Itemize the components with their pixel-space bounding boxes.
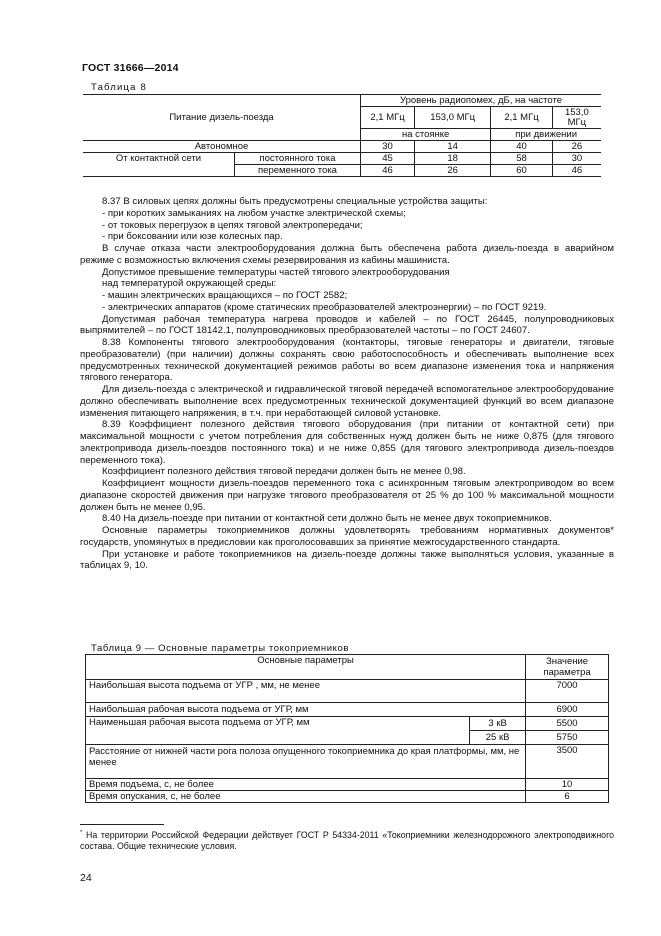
table8 — [83, 94, 601, 177]
table8-freq-4: 153,0 МГц — [552, 107, 601, 129]
table8-cell: 58 — [491, 153, 552, 165]
table8-cell: 14 — [415, 141, 491, 153]
table9-row-value: 5500 — [526, 717, 609, 731]
table9-row-param: Наибольшая высота подъема от УГР , мм, не менее — [86, 680, 526, 703]
table9-row-param: Расстояние от нижней части рога полоза опущенного токоприемника до края платформы, мм, не менее — [86, 745, 526, 779]
footnote-mark: * — [80, 830, 83, 836]
paragraph: 8.40 На дизель-поезде при питании от контактной сети должно быть не менее двух токоприемников. — [102, 513, 552, 525]
table8-freq-2: 153,0 МГц — [415, 107, 491, 129]
paragraph: При установке и работе токоприемников на дизель-поезде должны также выполняться условия, указанные в таблицах 9, 10. — [80, 548, 614, 572]
paragraph: - при боксовании или юзе колесных пар. — [102, 231, 283, 243]
document-code: ГОСТ 31666—2014 — [82, 62, 179, 74]
table8-sub-dc-label: постоянного тока — [234, 153, 360, 165]
table8-row-autonomous-label: Автономное — [83, 141, 361, 153]
footnote — [80, 828, 614, 853]
table9-row-param: Наибольшая рабочая высота подъема от УГР, мм — [86, 703, 526, 717]
table9-row-param: Время подъема, с, не более — [86, 779, 526, 791]
table8-cell: 60 — [491, 165, 552, 177]
paragraph: Допустимая рабочая температура нагрева проводов и кабелей – по ГОСТ 26445, полупроводниковых выпрямителей – по ГОСТ 18142.1, полупроводниковых преобразователей частоты – по ГОСТ 24607. — [80, 313, 614, 337]
table9-caption: Таблица 9 — Основные параметры токоприемников — [91, 643, 350, 654]
table8-group-moving: при движении — [491, 129, 601, 141]
footnote-separator — [80, 824, 164, 825]
paragraph: - машин электрических вращающихся – по ГОСТ 2582; — [102, 290, 348, 301]
table8-cell: 18 — [415, 153, 491, 165]
table9-row-param: Наименьшая рабочая высота подъема от УГР, мм — [86, 717, 470, 745]
table9-row-value: 3500 — [526, 745, 609, 779]
table9-row-value: 5750 — [526, 731, 609, 745]
paragraph: над температурой окружающей среды: — [102, 278, 277, 290]
table8-group-standing: на стоянке — [361, 129, 491, 141]
table9-row-voltage: 3 кВ — [470, 717, 526, 731]
body-text — [80, 196, 614, 572]
table8-header-level: Уровень радиопомех, дБ, на частоте — [361, 95, 601, 107]
paragraph: В случае отказа части электрооборудования должна быть обеспечена работа дизель-поезда в аварийном режиме с возможностью включения схемы резервирования из кабины машиниста. — [80, 243, 614, 266]
paragraph: 8.37 В силовых цепях должны быть предусмотрены специальные устройства защиты: — [102, 196, 488, 207]
paragraph: Для дизель-поезда с электрической и гидравлической тяговой передачей вспомогательное электрооборудование должно обеспечивать выполнение всех предусмотренных технической документацией функций во всем диапазоне изменения питающего напряжения, в т.ч. при неработающей силовой установке. — [80, 384, 614, 419]
paragraph: 8.39 Коэффициент полезного действия тягового оборудования (при питании от контактной сети) при максимальной мощности с учетом потребления для собственных нужд должен быть не ниже 0,875 (для тягового электропривода дизель-поездов постоянного тока) и не ниже 0,855 (для тягового электропривода дизель-поездов переменного тока). — [80, 419, 614, 466]
paragraph: - от токовых перегрузок в цепях тяговой электропередачи; — [102, 219, 363, 231]
table8-cell: 46 — [552, 165, 601, 177]
table9-header-value: Значение параметра — [526, 655, 609, 680]
table8-cell: 30 — [361, 141, 415, 153]
table9 — [85, 654, 609, 803]
table9-header-param: Основные параметры — [86, 655, 526, 680]
table8-freq-3: 2,1 МГц — [491, 107, 552, 129]
table8-freq-1: 2,1 МГц — [361, 107, 415, 129]
paragraph: Коэффициент мощности дизель-поездов переменного тока с асинхронным тяговым электроприводом во всем диапазоне скоростей движения при нагрузке тягового преобразователя от 25 % до 100 % максимальной мощности должен быть не менее 0,95. — [80, 478, 614, 513]
table8-cell: 46 — [361, 165, 415, 177]
table8-cell: 30 — [552, 153, 601, 165]
table8-cell: 26 — [415, 165, 491, 177]
table9-row-value: 6900 — [526, 703, 609, 717]
table8-caption: Таблица 8 — [91, 82, 147, 93]
page-number: 24 — [80, 872, 92, 884]
table9-row-value: 10 — [526, 779, 609, 791]
table8-cell: 26 — [552, 141, 601, 153]
footnote-text: На территории Российской Федерации действует ГОСТ Р 54334-2011 «Токоприемники железнодорожного электроподвижного состава. Общие технические условия. — [80, 829, 614, 852]
table9-row-value: 6 — [526, 791, 609, 803]
paragraph: Коэффициент полезного действия тяговой передачи должен быть не менее 0,98. — [102, 466, 466, 478]
paragraph: Допустимое превышение температуры частей тягового электрооборудования — [102, 266, 450, 278]
table9-row-voltage: 25 кВ — [470, 731, 526, 745]
paragraph: Основные параметры токоприемников должны удовлетворять требованиям нормативных документов* государств, упомянутых в предисловии как проголосовавших за принятие межгосударственного стандарта. — [80, 525, 614, 548]
table9-row-param: Время опускания, с, не более — [86, 791, 526, 803]
table8-row-contact-label: От контактной сети — [83, 153, 234, 177]
paragraph: - при коротких замыканиях на любом участке электрической схемы; — [102, 207, 406, 219]
paragraph: 8.38 Компоненты тягового электрооборудования (контакторы, тяговые генераторы и двигатели, тяговые преобразователи) (при наличии) должны сохранять свою работоспособность и обеспечивать выполнение всех предусмотренных технической документацией режимов работы во всем диапазоне изменения тока и напряжения тягового генератора. — [80, 337, 614, 384]
table8-sub-ac-label: переменного тока — [234, 165, 360, 177]
table9-row-value: 7000 — [526, 680, 609, 703]
paragraph: - электрических аппаратов (кроме статических преобразователей электроэнергии) – по ГОСТ 9219. — [102, 301, 547, 313]
table8-cell: 45 — [361, 153, 415, 165]
table8-cell: 40 — [491, 141, 552, 153]
table8-header-supply: Питание дизель-поезда — [83, 95, 361, 141]
